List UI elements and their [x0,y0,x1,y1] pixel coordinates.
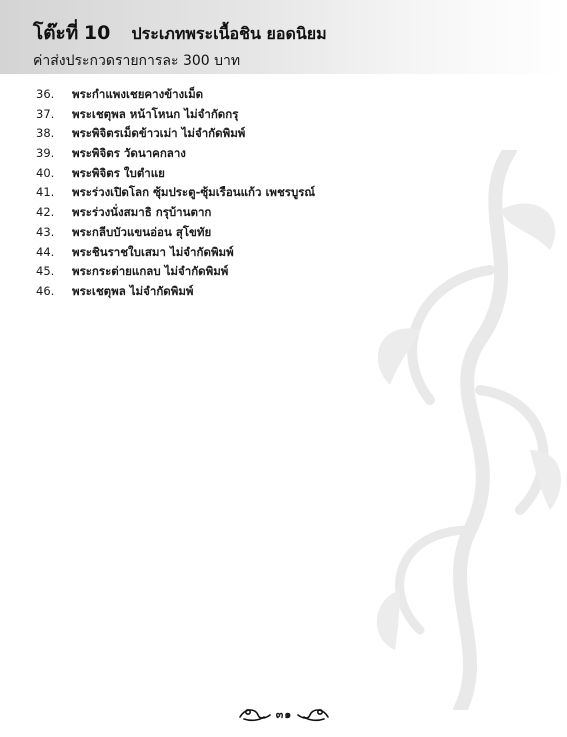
list-item [36,85,315,105]
item-text: พระร่วงเปิดโลก ซุ้มประตู-ซุ้มเรือนแก้ว เพชรบูรณ์ [72,185,316,200]
table-number: 10 [83,22,111,44]
item-number: 36. [36,87,55,101]
item-text: พระกระต่ายแกลบ ไม่จำกัดพิมพ์ [72,264,229,279]
item-text: พระพิจิตรเม็ดข้าวเม่า ไม่จำกัดพิมพ์ [72,126,246,141]
list-item [36,262,315,282]
title-prefix: โต๊ะที่ [33,22,79,44]
list-item [36,183,315,203]
item-number: 40. [36,165,55,180]
item-number: 41. [36,185,55,200]
item-number: 42. [36,205,55,220]
list-item [36,124,315,144]
page-number: ๓๑ [275,708,293,721]
floral-watermark-icon [360,150,567,710]
list-item [36,164,315,184]
item-text: พระพิจิตร ใบตำแย [72,165,165,180]
category-list [36,85,315,302]
page-title [33,18,327,48]
item-number: 39. [36,146,55,161]
item-number: 43. [36,224,55,239]
item-text: พระพิจิตร วัดนาคกลาง [72,146,186,161]
item-text: พระกำแพงเชยคางข้างเม็ด [72,87,204,101]
item-number: 38. [36,126,55,141]
item-number: 44. [36,244,55,259]
item-number: 46. [36,283,55,298]
list-item [36,203,315,223]
item-text: พระกลีบบัวแขนอ่อน สุโขทัย [72,224,212,239]
item-text: พระเชตุพล หน้าโหนก ไม่จำกัดกรุ [72,106,239,121]
list-item [36,105,315,125]
page-footer [236,703,332,725]
list-item [36,243,315,263]
list-item [36,223,315,243]
list-item [36,282,315,302]
item-text: พระชินราชใบเสมา ไม่จำกัดพิมพ์ [72,244,234,259]
item-number: 45. [36,264,55,279]
item-text: พระร่วงนั่งสมาธิ กรุบ้านตาก [72,205,212,220]
entry-fee: ค่าส่งประกวดรายการละ 300 บาท [33,53,241,69]
item-number: 37. [36,106,55,121]
item-text: พระเชตุพล ไม่จำกัดพิมพ์ [72,283,194,298]
category-name: ประเภทพระเนื้อชิน ยอดนิยม [131,24,327,43]
list-item [36,144,315,164]
